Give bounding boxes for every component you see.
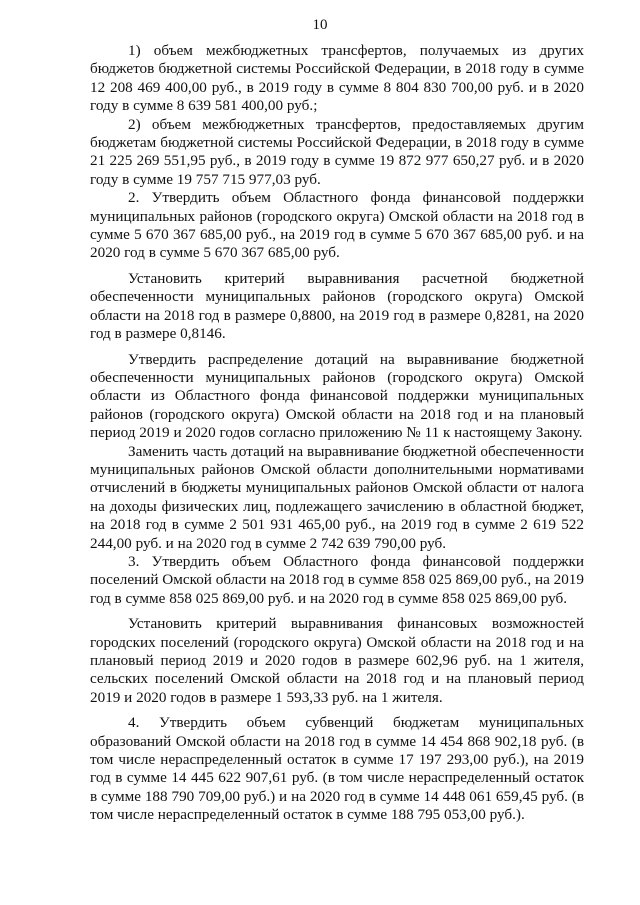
paragraph-district-criterion: Установить критерий выравнивания расчетной бюджетной обеспеченности муниципальных районов (городского округа) Омской области на 2018 год в размере 0,8800, на 2019 год в размере 0,8281, на 2020 год в размере 0,8146. [90,269,584,343]
paragraph-spacer [90,344,584,351]
paragraph-spacer [90,707,584,714]
paragraph-transfers-received: 1) объем межбюджетных трансфертов, получаемых из других бюджетов бюджетной системы Российской Федерации, в 2018 году в сумме 12 208 469 400,00 руб., в 2019 году в сумме 8 804 830 700,00 руб. и в 2020 году в сумме 8 639 581 400,00 руб.; [90,42,584,115]
paragraph-spacer [90,608,584,615]
document-body [90,42,584,825]
paragraph-subventions: 4. Утвердить объем субвенций бюджетам муниципальных образований Омской области на 2018 год в сумме 14 454 868 902,18 руб. (в том числе нераспределенный остаток в сумме 17 197 293,00 руб.), на 2019 год в сумме 14 445 622 907,61 руб. (в том числе нераспределенный остаток в сумме 188 790 709,00 руб.) и на 2020 год в сумме 14 448 061 659,45 руб. (в том числе нераспределенный остаток в сумме 188 795 053,00 руб.). [90,714,584,824]
paragraph-tax-replacement: Заменить часть дотаций на выравнивание бюджетной обеспеченности муниципальных районов Омской области дополнительными нормативами отчислений в бюджеты муниципальных районов Омской области от налога на доходы физических лиц, подлежащего зачислению в областной бюджет, на 2018 год в сумме 2 501 931 465,00 руб., на 2019 год в сумме 2 619 522 244,00 руб. и на 2020 год в сумме 2 742 639 790,00 руб. [90,442,584,552]
paragraph-transfers-provided: 2) объем межбюджетных трансфертов, предоставляемых другим бюджетам бюджетной системы Российской Федерации, в 2018 году в сумме 21 225 269 551,95 руб., в 2019 году в сумме 19 872 977 650,27 руб. и в 2020 году в сумме 19 757 715 977,03 руб. [90,115,584,188]
page-number: 10 [312,17,328,33]
paragraph-settlement-criterion: Установить критерий выравнивания финансовых возможностей городских поселений (городского округа) Омской области на 2018 год и на плановый период 2019 и 2020 годов в размере 602,96 руб. на 1 жителя, сельских поселений Омской области на 2018 год и на плановый период 2019 и 2020 годов в размере 1 593,33 руб. на 1 жителя. [90,615,584,706]
paragraph-spacer [90,263,584,270]
paragraph-district-fund: 2. Утвердить объем Областного фонда финансовой поддержки муниципальных районов (городского округа) Омской области на 2018 год в сумме 5 670 367 685,00 руб., на 2019 год в сумме 5 670 367 685,00 руб. и на 2020 год в сумме 5 670 367 685,00 руб. [90,189,584,262]
paragraph-subsidy-distribution: Утвердить распределение дотаций на выравнивание бюджетной обеспеченности муниципальных районов (городского округа) Омской области из Областного фонда финансовой поддержки муниципальных районов (городского округа) Омской области на 2018 год и на плановый период 2019 и 2020 годов согласно приложению № 11 к настоящему Закону. [90,350,584,442]
paragraph-settlement-fund: 3. Утвердить объем Областного фонда финансовой поддержки поселений Омской области на 2018 год в сумме 858 025 869,00 руб., на 2019 год в сумме 858 025 869,00 руб. и на 2020 год в сумме 858 025 869,00 руб. [90,552,584,607]
